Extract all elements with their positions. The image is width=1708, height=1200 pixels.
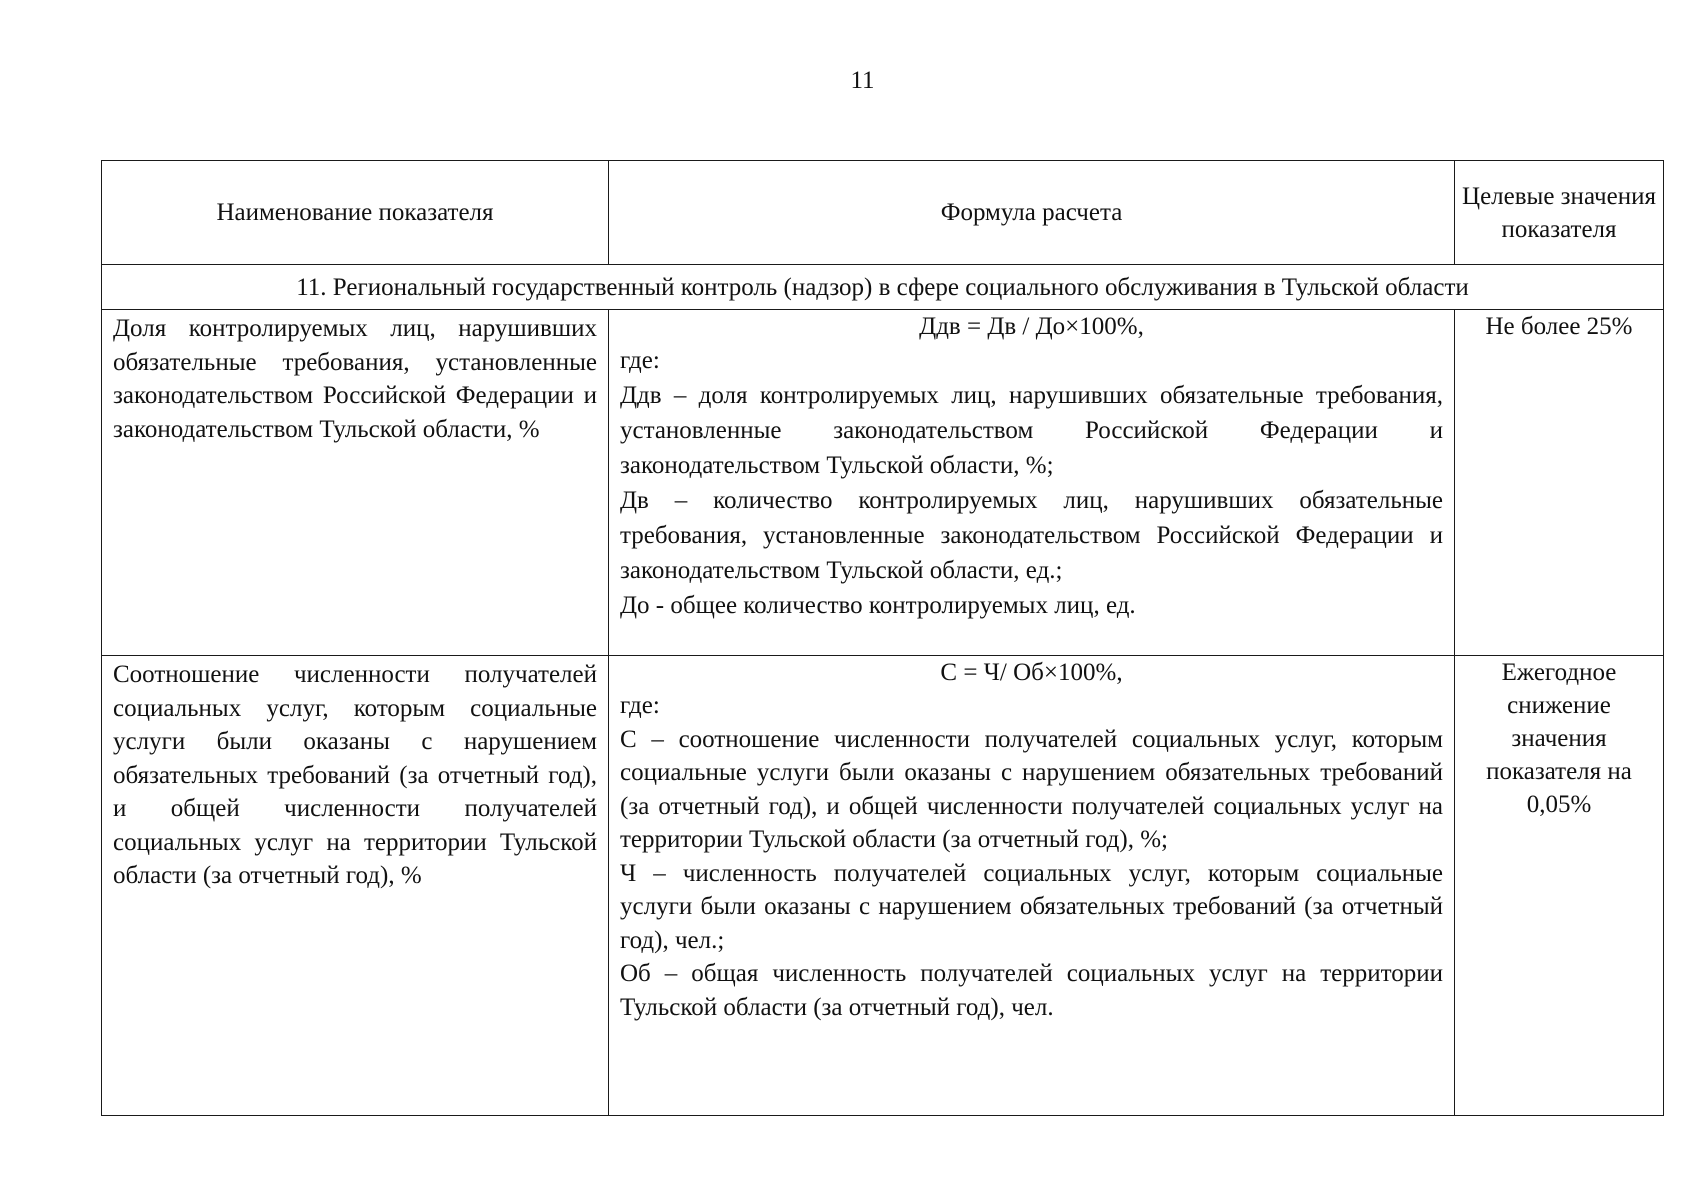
formula-definition: До - общее количество контролируемых лиц, ед. [620,592,1136,619]
indicator-name: Соотношение численности получателей социальных услуг, которым социальные услуги были оказаны с нарушением обязательных требований (за отчетный год), и общей численности получателей социальных услуг на территории Тульской области (за отчетный год), % [102,656,609,1116]
formula-cell [609,310,1455,656]
formula-definition: Об – общая численность получателей социальных услуг на территории Тульской области (за отчетный год), чел. [620,960,1443,1021]
formula-definition: С – соотношение численности получателей социальных услуг, которым социальные услуги были оказаны с нарушением обязательных требований (за отчетный год), и общей численности получателей социальных услуг на территории Тульской области (за отчетный год), %; [620,725,1443,853]
target-value: Не более 25% [1455,310,1664,656]
formula-cell [609,656,1455,1116]
indicator-name: Доля контролируемых лиц, нарушивших обязательные требования, установленные законодательством Российской Федерации и законодательством Тульской области, % [102,310,609,656]
formula: Ддв = Дв / До×100%, [919,313,1144,340]
formula-definition: Дв – количество контролируемых лиц, нарушивших обязательные требования, установленные законодательством Российской Федерации и законодательством Тульской области, ед.; [620,487,1443,584]
formula-where: где: [620,692,660,719]
table-row [102,656,1664,1116]
formula-definition: Ч – численность получателей социальных услуг, которым социальные услуги были оказаны с нарушением обязательных требований (за отчетный год), чел.; [620,859,1443,954]
page-number: 11 [850,67,875,94]
target-value: Ежегодное снижение значения показателя на 0,05% [1455,656,1664,1116]
header-formula: Формула расчета [609,161,1455,265]
formula-definition: Ддв – доля контролируемых лиц, нарушивших обязательные требования, установленные законодательством Российской Федерации и законодательством Тульской области, %; [620,382,1443,479]
table-header-row [102,161,1664,265]
header-target: Целевые значения показателя [1455,161,1664,265]
table-row [102,310,1664,656]
indicators-table [101,160,1664,1116]
section-row [102,265,1664,310]
section-title: 11. Региональный государственный контроль (надзор) в сфере социального обслуживания в Тульской области [102,265,1664,310]
formula-where: где: [620,347,660,374]
header-name: Наименование показателя [102,161,609,265]
formula: С = Ч/ Об×100%, [940,659,1123,686]
